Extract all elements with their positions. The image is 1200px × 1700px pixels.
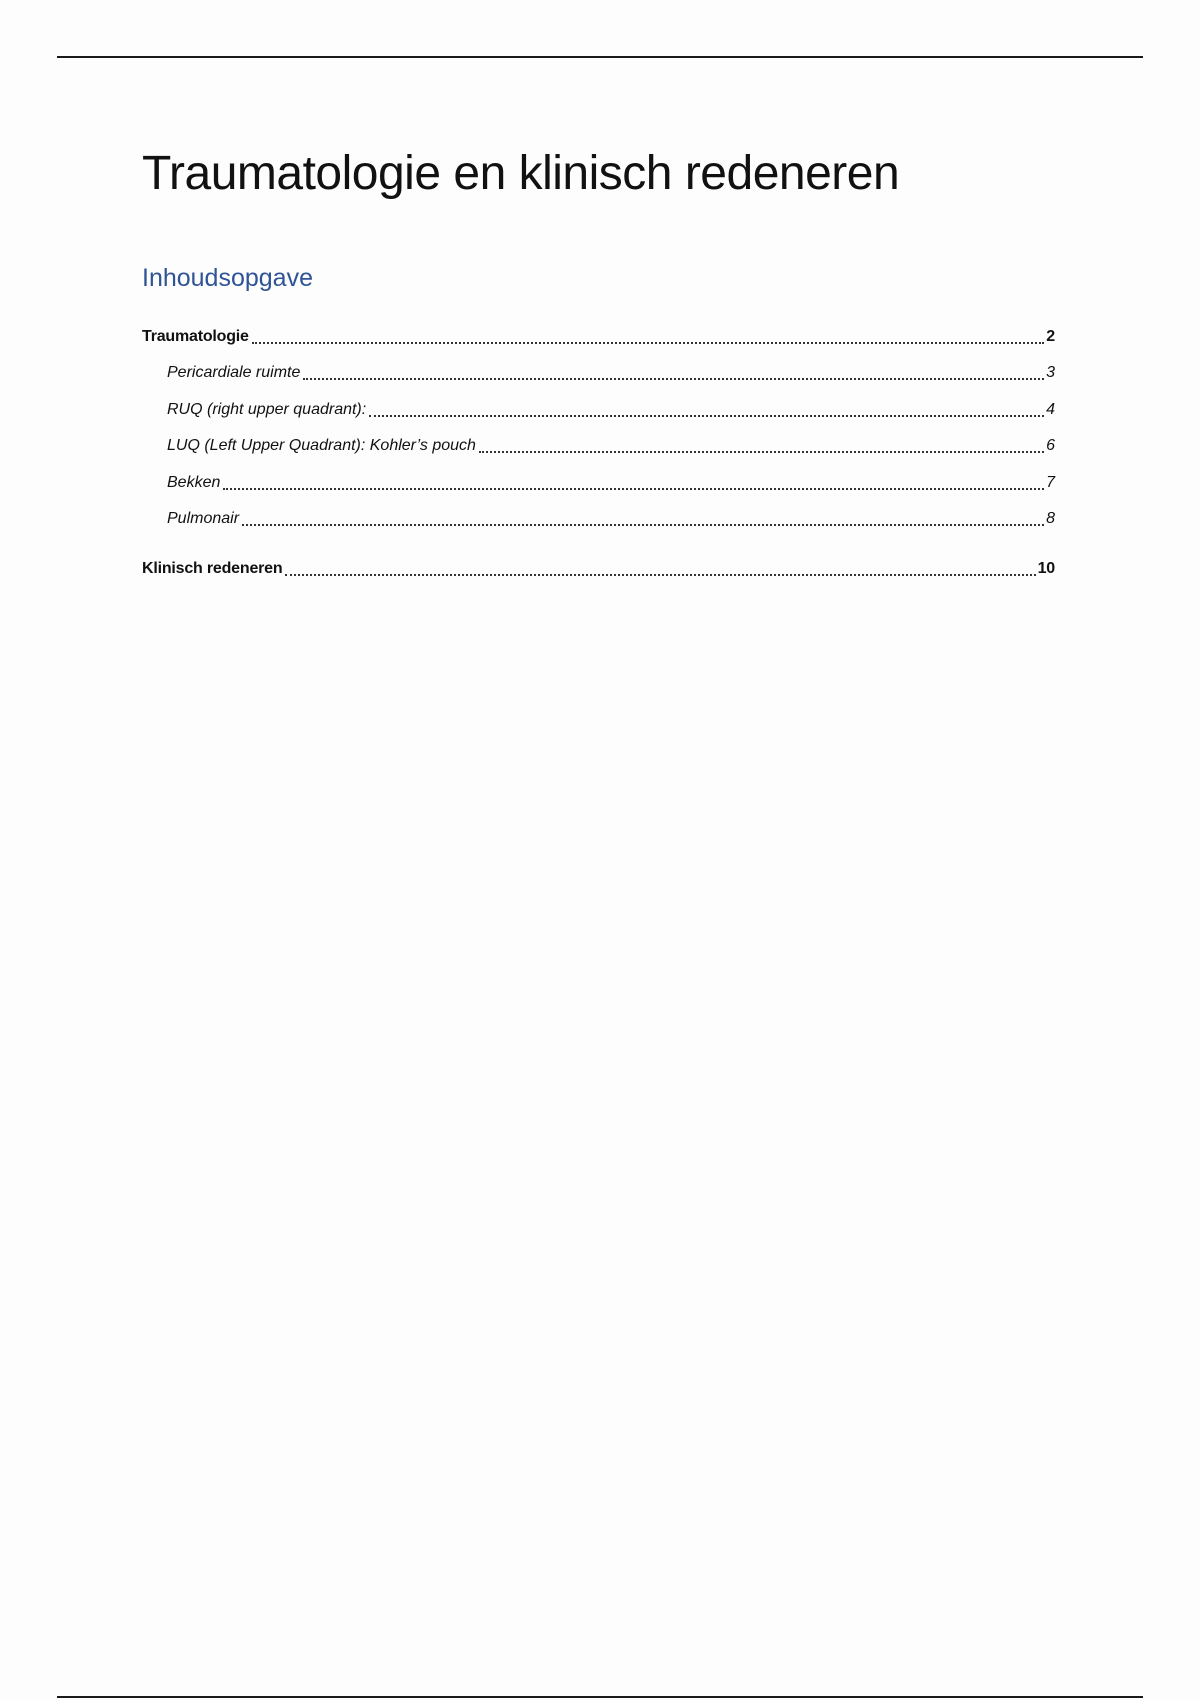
toc-dot-leader <box>252 342 1045 344</box>
toc-page-number: 2 <box>1046 328 1055 345</box>
footer-rule <box>57 1696 1143 1698</box>
toc-page-number: 6 <box>1046 437 1055 454</box>
toc-page-number: 10 <box>1037 560 1055 577</box>
toc-entry-label: Traumatologie <box>142 328 249 345</box>
toc-entry-traumatologie[interactable] <box>142 325 1055 349</box>
toc-dot-leader <box>479 451 1044 453</box>
toc-entry-bekken[interactable] <box>167 471 1055 495</box>
toc-entry-label: Pulmonair <box>167 510 240 527</box>
toc-page-number: 3 <box>1046 364 1055 381</box>
toc-dot-leader <box>242 524 1044 526</box>
toc-entry-label: Pericardiale ruimte <box>167 364 301 381</box>
toc-dot-leader <box>303 378 1044 380</box>
toc-entry-label: RUQ (right upper quadrant): <box>167 401 367 418</box>
toc-page-number: 7 <box>1046 474 1055 491</box>
toc-entry-ruq[interactable] <box>167 398 1055 422</box>
toc-entry-pericardiale-ruimte[interactable] <box>167 361 1055 385</box>
toc-entry-luq[interactable] <box>167 434 1055 458</box>
toc-page-number: 4 <box>1046 401 1055 418</box>
toc-dot-leader <box>285 574 1035 576</box>
document-title: Traumatologie en klinisch redeneren <box>142 147 900 200</box>
toc-dot-leader <box>369 415 1044 417</box>
toc-entry-label: Bekken <box>167 474 221 491</box>
toc-dot-leader <box>223 488 1044 490</box>
toc-heading: Inhoudsopgave <box>142 264 313 292</box>
toc-entry-label: Klinisch redeneren <box>142 560 283 577</box>
toc-entry-label: LUQ (Left Upper Quadrant): Kohler’s pouch <box>167 437 476 454</box>
toc-page-number: 8 <box>1046 510 1055 527</box>
header-rule <box>57 56 1143 58</box>
toc-entry-pulmonair[interactable] <box>167 507 1055 531</box>
toc-entry-klinisch-redeneren[interactable] <box>142 557 1055 581</box>
